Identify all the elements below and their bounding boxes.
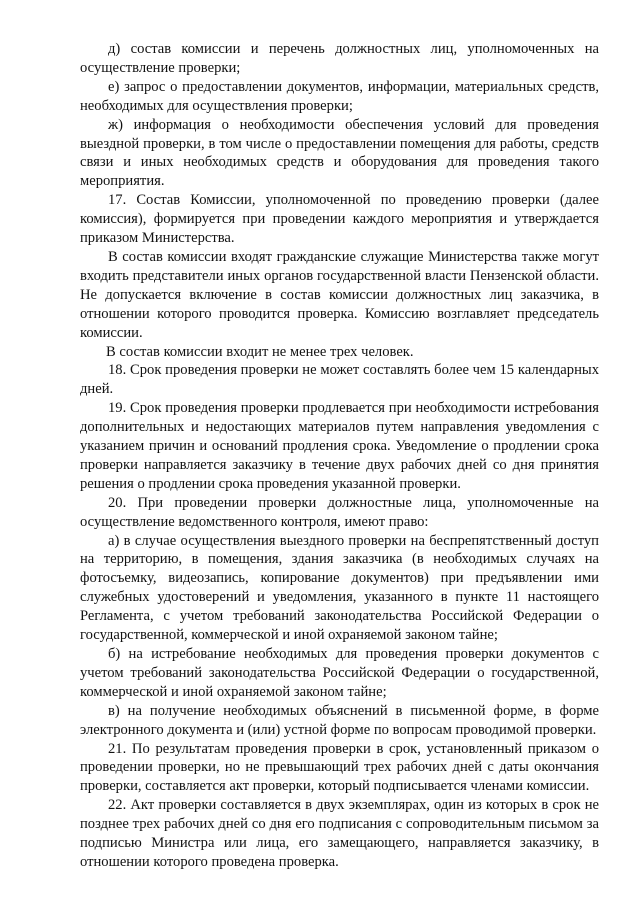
document-body bbox=[80, 40, 599, 872]
paragraph-clause-21: 21. По результатам проведения проверки в срок, установленный приказом о проведении проверки, но не превышающий трех рабочих дней с даты окончания проверки, составляется акт проверки, который подписывается членами комиссии. bbox=[80, 740, 599, 795]
paragraph-item-d: д) состав комиссии и перечень должностных лиц, уполномоченных на осуществление проверки; bbox=[80, 41, 599, 76]
paragraph-clause-17: 17. Состав Комиссии, уполномоченной по проведению проверки (далее комиссия), формируется при проведении каждого мероприятия и утверждается приказом Министерства. bbox=[80, 192, 599, 247]
paragraph-clause-22: 22. Акт проверки составляется в двух экземплярах, один из которых в срок не позднее трех рабочих дней со дня его подписания с сопроводительным письмом за подписью Министра или лица, его замещающего, направляется заказчику, в отношении которого проведена проверка. bbox=[80, 797, 599, 870]
paragraph-clause-20: 20. При проведении проверки должностные лица, уполномоченные на осуществление ведомственного контроля, имеют право: bbox=[80, 494, 599, 530]
paragraph-item-a: а) в случае осуществления выездного проверки на беспрепятственный доступ на территорию, в помещения, здания заказчика (в необходимых случаях на фотосъемку, видеозапись, копирование документов) при предъявлении ими служебных удостоверений и уведомления, указанного в пункте 11 настоящего Регламента, с учетом требований законодательства Российской Федерации о государственной, коммерческой и иной охраняемой законом тайне; bbox=[80, 532, 599, 644]
paragraph-item-zh: ж) информация о необходимости обеспечения условий для проведения выездной проверки, в том числе о предоставлении помещения для работы, средств связи и иных необходимых средств и оборудования для проведения такого мероприятия. bbox=[80, 116, 599, 190]
paragraph-item-b: б) на истребование необходимых для проведения проверки документов с учетом требований законодательства Российской Федерации о государственной, коммерческой и иной охраняемой законом тайне; bbox=[80, 646, 599, 700]
paragraph-clause-18: 18. Срок проведения проверки не может составлять более чем 15 календарных дней. bbox=[80, 362, 599, 398]
paragraph-commission-members: В состав комиссии входят гражданские служащие Министерства также могут входить представители иных органов государственной власти Пензенской области. Не допускается включение в состав комиссии должностных лиц заказчика, в отношении которого проводится проверка. Комиссию возглавляет председатель комиссии. bbox=[80, 248, 599, 341]
paragraph-clause-19: 19. Срок проведения проверки продлевается при необходимости истребования дополнительных и недостающих материалов путем направления уведомления с указанием причин и оснований продления срока. Уведомление о продлении срока проверки направляется заказчику в течение двух рабочих дней со дня принятия решения о продлении срока проведения указанной проверки. bbox=[80, 400, 599, 492]
paragraph-item-v: в) на получение необходимых объяснений в письменной форме, в форме электронного документа и (или) устной форме по вопросам проводимой проверки. bbox=[80, 702, 599, 738]
paragraph-item-e: е) запрос о предоставлении документов, информации, материальных средств, необходимых для осуществления проверки; bbox=[80, 78, 599, 114]
paragraph-commission-size: В состав комиссии входит не менее трех человек. bbox=[106, 343, 414, 360]
